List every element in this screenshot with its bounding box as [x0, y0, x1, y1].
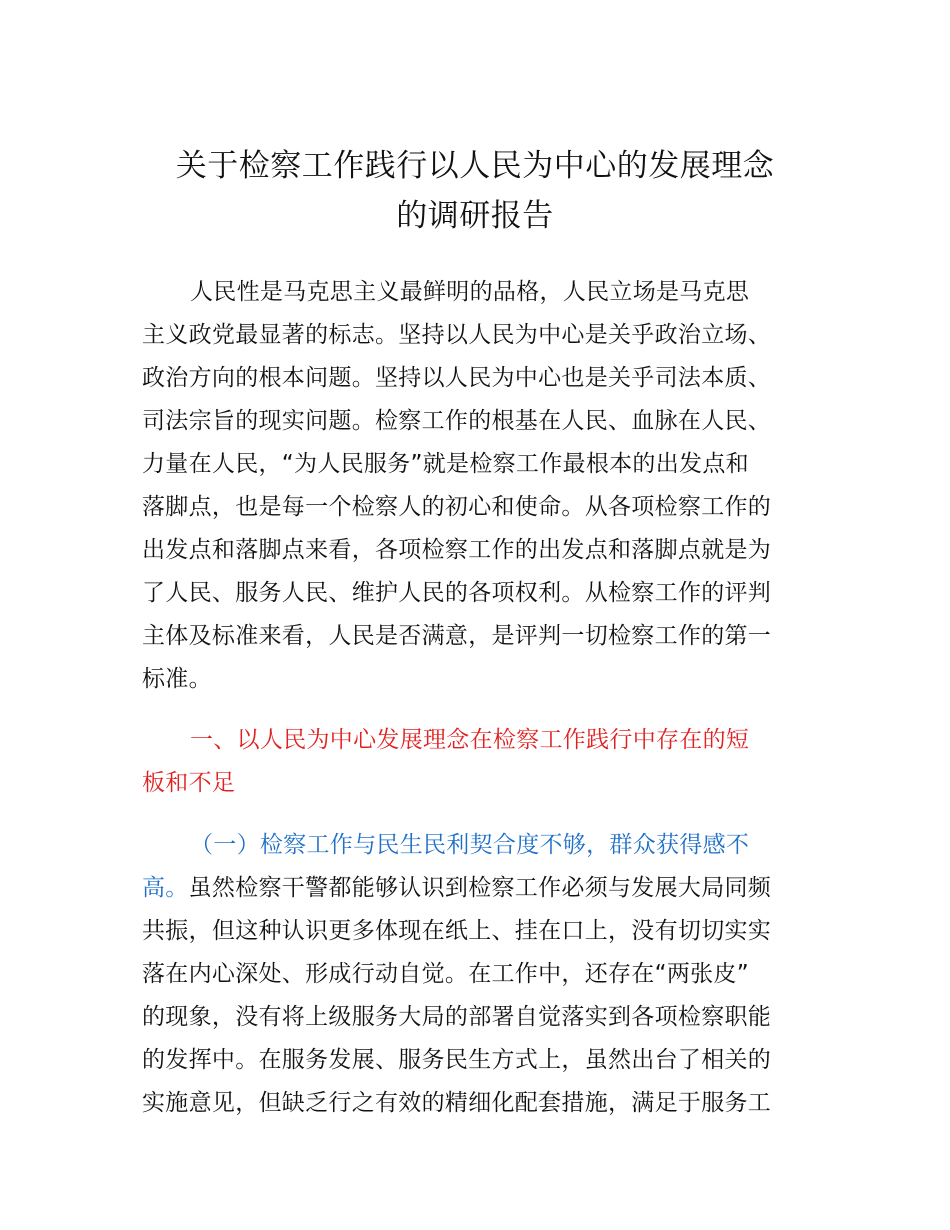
subsection-body-line: 的现象，没有将上级服务大局的部署自觉落实到各项检察职能: [142, 1004, 772, 1030]
intro-paragraph-line: 力量在人民，“为人民服务”就是检察工作最根本的出发点和: [142, 451, 749, 477]
intro-paragraph-line: 出发点和落脚点来看，各项检察工作的出发点和落脚点就是为: [142, 537, 772, 563]
subsection-body-line: 落在内心深处、形成行动自觉。在工作中，还存在“两张皮”: [142, 961, 749, 987]
intro-paragraph-line: 落脚点，也是每一个检察人的初心和使命。从各项检察工作的: [142, 494, 772, 520]
intro-paragraph-line: 政治方向的根本问题。坚持以人民为中心也是关乎司法本质、: [142, 365, 772, 391]
subsection-body-line: 的发挥中。在服务发展、服务民生方式上，虽然出台了相关的: [142, 1047, 772, 1073]
subsection-heading-line-1: （一）检察工作与民生民利契合度不够，群众获得感不: [190, 832, 750, 858]
intro-paragraph-line: 司法宗旨的现实问题。检察工作的根基在人民、血脉在人民、: [142, 408, 772, 434]
intro-paragraph-line: 了人民、服务人民、维护人民的各项权利。从检察工作的评判: [142, 580, 772, 606]
section-heading-line-2: 板和不足: [142, 770, 236, 796]
subsection-heading-line-2: 高。: [142, 875, 189, 901]
subsection-body-line: 共振，但这种认识更多体现在纸上、挂在口上，没有切切实实: [142, 918, 772, 944]
subsection-body-text: 虽然检察干警都能够认识到检察工作必须与发展大局同频: [188, 875, 772, 901]
subsection-body-line: 实施意见，但缺乏行之有效的精细化配套措施，满足于服务工: [142, 1090, 772, 1116]
intro-paragraph-line: 主体及标准来看，人民是否满意，是评判一切检察工作的第一: [142, 623, 772, 649]
document-title-line-2: 的调研报告: [396, 198, 554, 234]
intro-paragraph-line: 标准。: [142, 666, 212, 692]
intro-paragraph-line: 人民性是马克思主义最鲜明的品格，人民立场是马克思: [190, 279, 750, 305]
intro-paragraph-line: 主义政党最显著的标志。坚持以人民为中心是关乎政治立场、: [142, 322, 772, 348]
document-title-line-1: 关于检察工作践行以人民为中心的发展理念: [175, 148, 775, 184]
subsection-mixed-line: [142, 871, 822, 905]
section-heading-line-1: 一、以人民为中心发展理念在检察工作践行中存在的短: [190, 727, 750, 753]
